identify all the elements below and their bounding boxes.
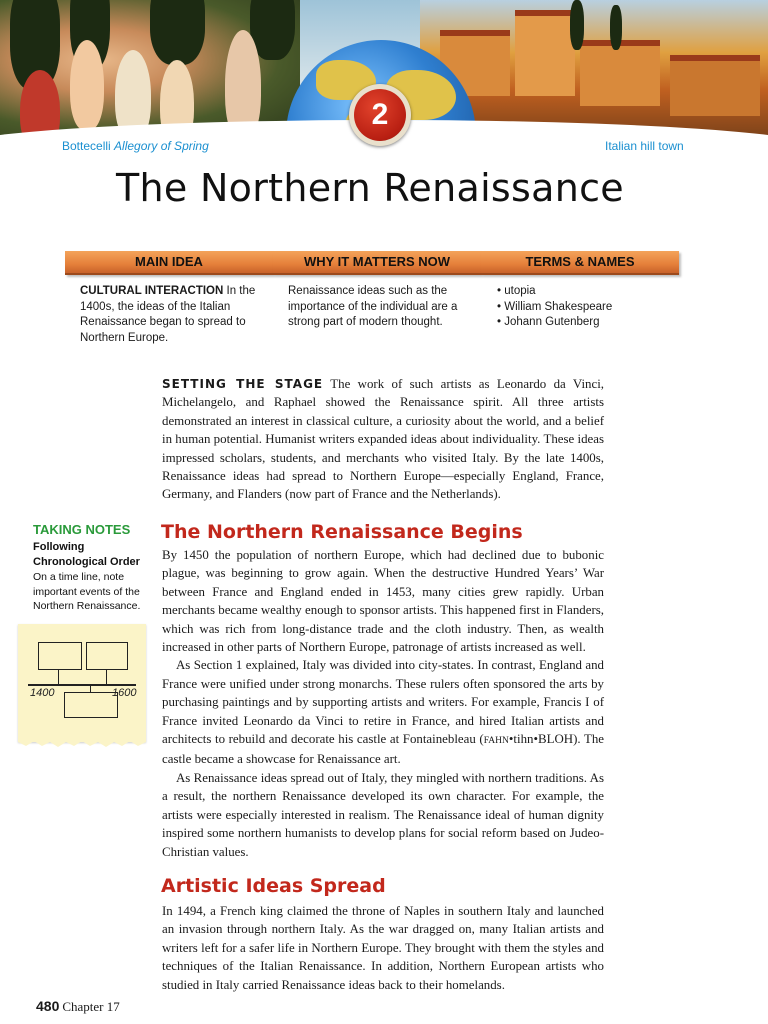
term-item: • Johann Gutenberg [497,315,677,331]
terms-list [497,284,677,331]
section-heading-northern-renaissance-begins: The Northern Renaissance Begins [161,521,523,543]
section-heading-artistic-ideas-spread: Artistic Ideas Spread [161,875,386,897]
page-number: 480 [36,998,60,1014]
term-item: • utopia [497,284,677,300]
taking-notes-title: TAKING NOTES [33,522,131,537]
section1-body: By 1450 the population of northern Europe, which had declined due to bubonic plague, was beginning to grow again. When the destructive Hundred Years’ War between France and England ended in 1453, many cities grew rapidly. Urban merchants became wealthy enough to sponsor artists. This happened first in Flanders, which was rich from long-distance trade and the cloth industry. Then, as wealth increased in other parts of Northern Europe, patronage of artists increased as well. As Section 1 explained, Italy was divided into city-states. In contrast, England and France were unified under strong monarchs. These rulers often sponsored the arts by purchasing paintings and by supporting artists and writers. For example, Francis I of France invited Leonardo da Vinci to retire in France, and hired Italian artists and architects to rebuild and decorate his castle at Fontainebleau (FAHN•tihn•BLOH). The castle became a showcase for Renaissance art. As Renaissance ideas spread out of Italy, they mingled with northern traditions. As a result, the northern Renaissance developed its own character. For example, the artists were especially interested in realism. The Renaissance ideal of human dignity inspired some northern humanists to develop plans for social reform based on Judeo-Christian values. [162,548,604,859]
taking-notes-subtitle: Following Chronological Order [33,541,140,568]
right-image-caption: Italian hill town [605,139,684,153]
main-idea-text: CULTURAL INTERACTION In the 1400s, the ideas of the Italian Renaissance began to spread to Northern Europe. [80,285,256,344]
timeline-start-year: 1400 [30,687,55,699]
setting-the-stage-paragraph: SETTING THE STAGE The work of such artists as Leonardo da Vinci, Michelangelo, and Raphael showed the Renaissance spirit. All three artists demonstrated an interest in classical culture, a curiosity about the world, and a belief in human potential. Humanist writers expanded ideas about individuality. These ideas impressed scholars, students, and merchants who visited Italy. By the late 1400s, Renaissance ideas had spread to Northern Europe—especially England, France, Germany, and Flanders (now part of France and the Netherlands). [162,377,604,502]
page-title: The Northern Renaissance [116,166,624,210]
term-item: • William Shakespeare [497,300,677,316]
why-it-matters-header: WHY IT MATTERS NOW [273,251,481,275]
terms-names-header: TERMS & NAMES [481,251,679,275]
section-number-badge [349,84,411,146]
page-footer [36,998,120,1015]
timeline-note-card [18,624,146,742]
chapter-label: Chapter 17 [62,999,120,1014]
left-image-caption: Bottecelli Allegory of Spring [62,139,209,153]
taking-notes-description: On a time line, note important events of the Northern Renaissance. [33,571,141,612]
section2-body: In 1494, a French king claimed the throne of Naples in southern Italy and launched an invasion through northern Italy. As the war dragged on, many Italian artists and writers left for a safer life in Northern Europe. They brought with them the styles and techniques of the Italian Renaissance. In addition, Northern European artists who studied in Italy carried Renaissance ideas back to their homelands. [162,904,604,992]
why-it-matters-text: Renaissance ideas such as the importance of the individual are a strong part of modern thought. [288,285,458,328]
main-idea-header: MAIN IDEA [65,251,273,275]
timeline-end-year: 1600 [112,687,137,699]
section-number: 2 [354,89,406,141]
